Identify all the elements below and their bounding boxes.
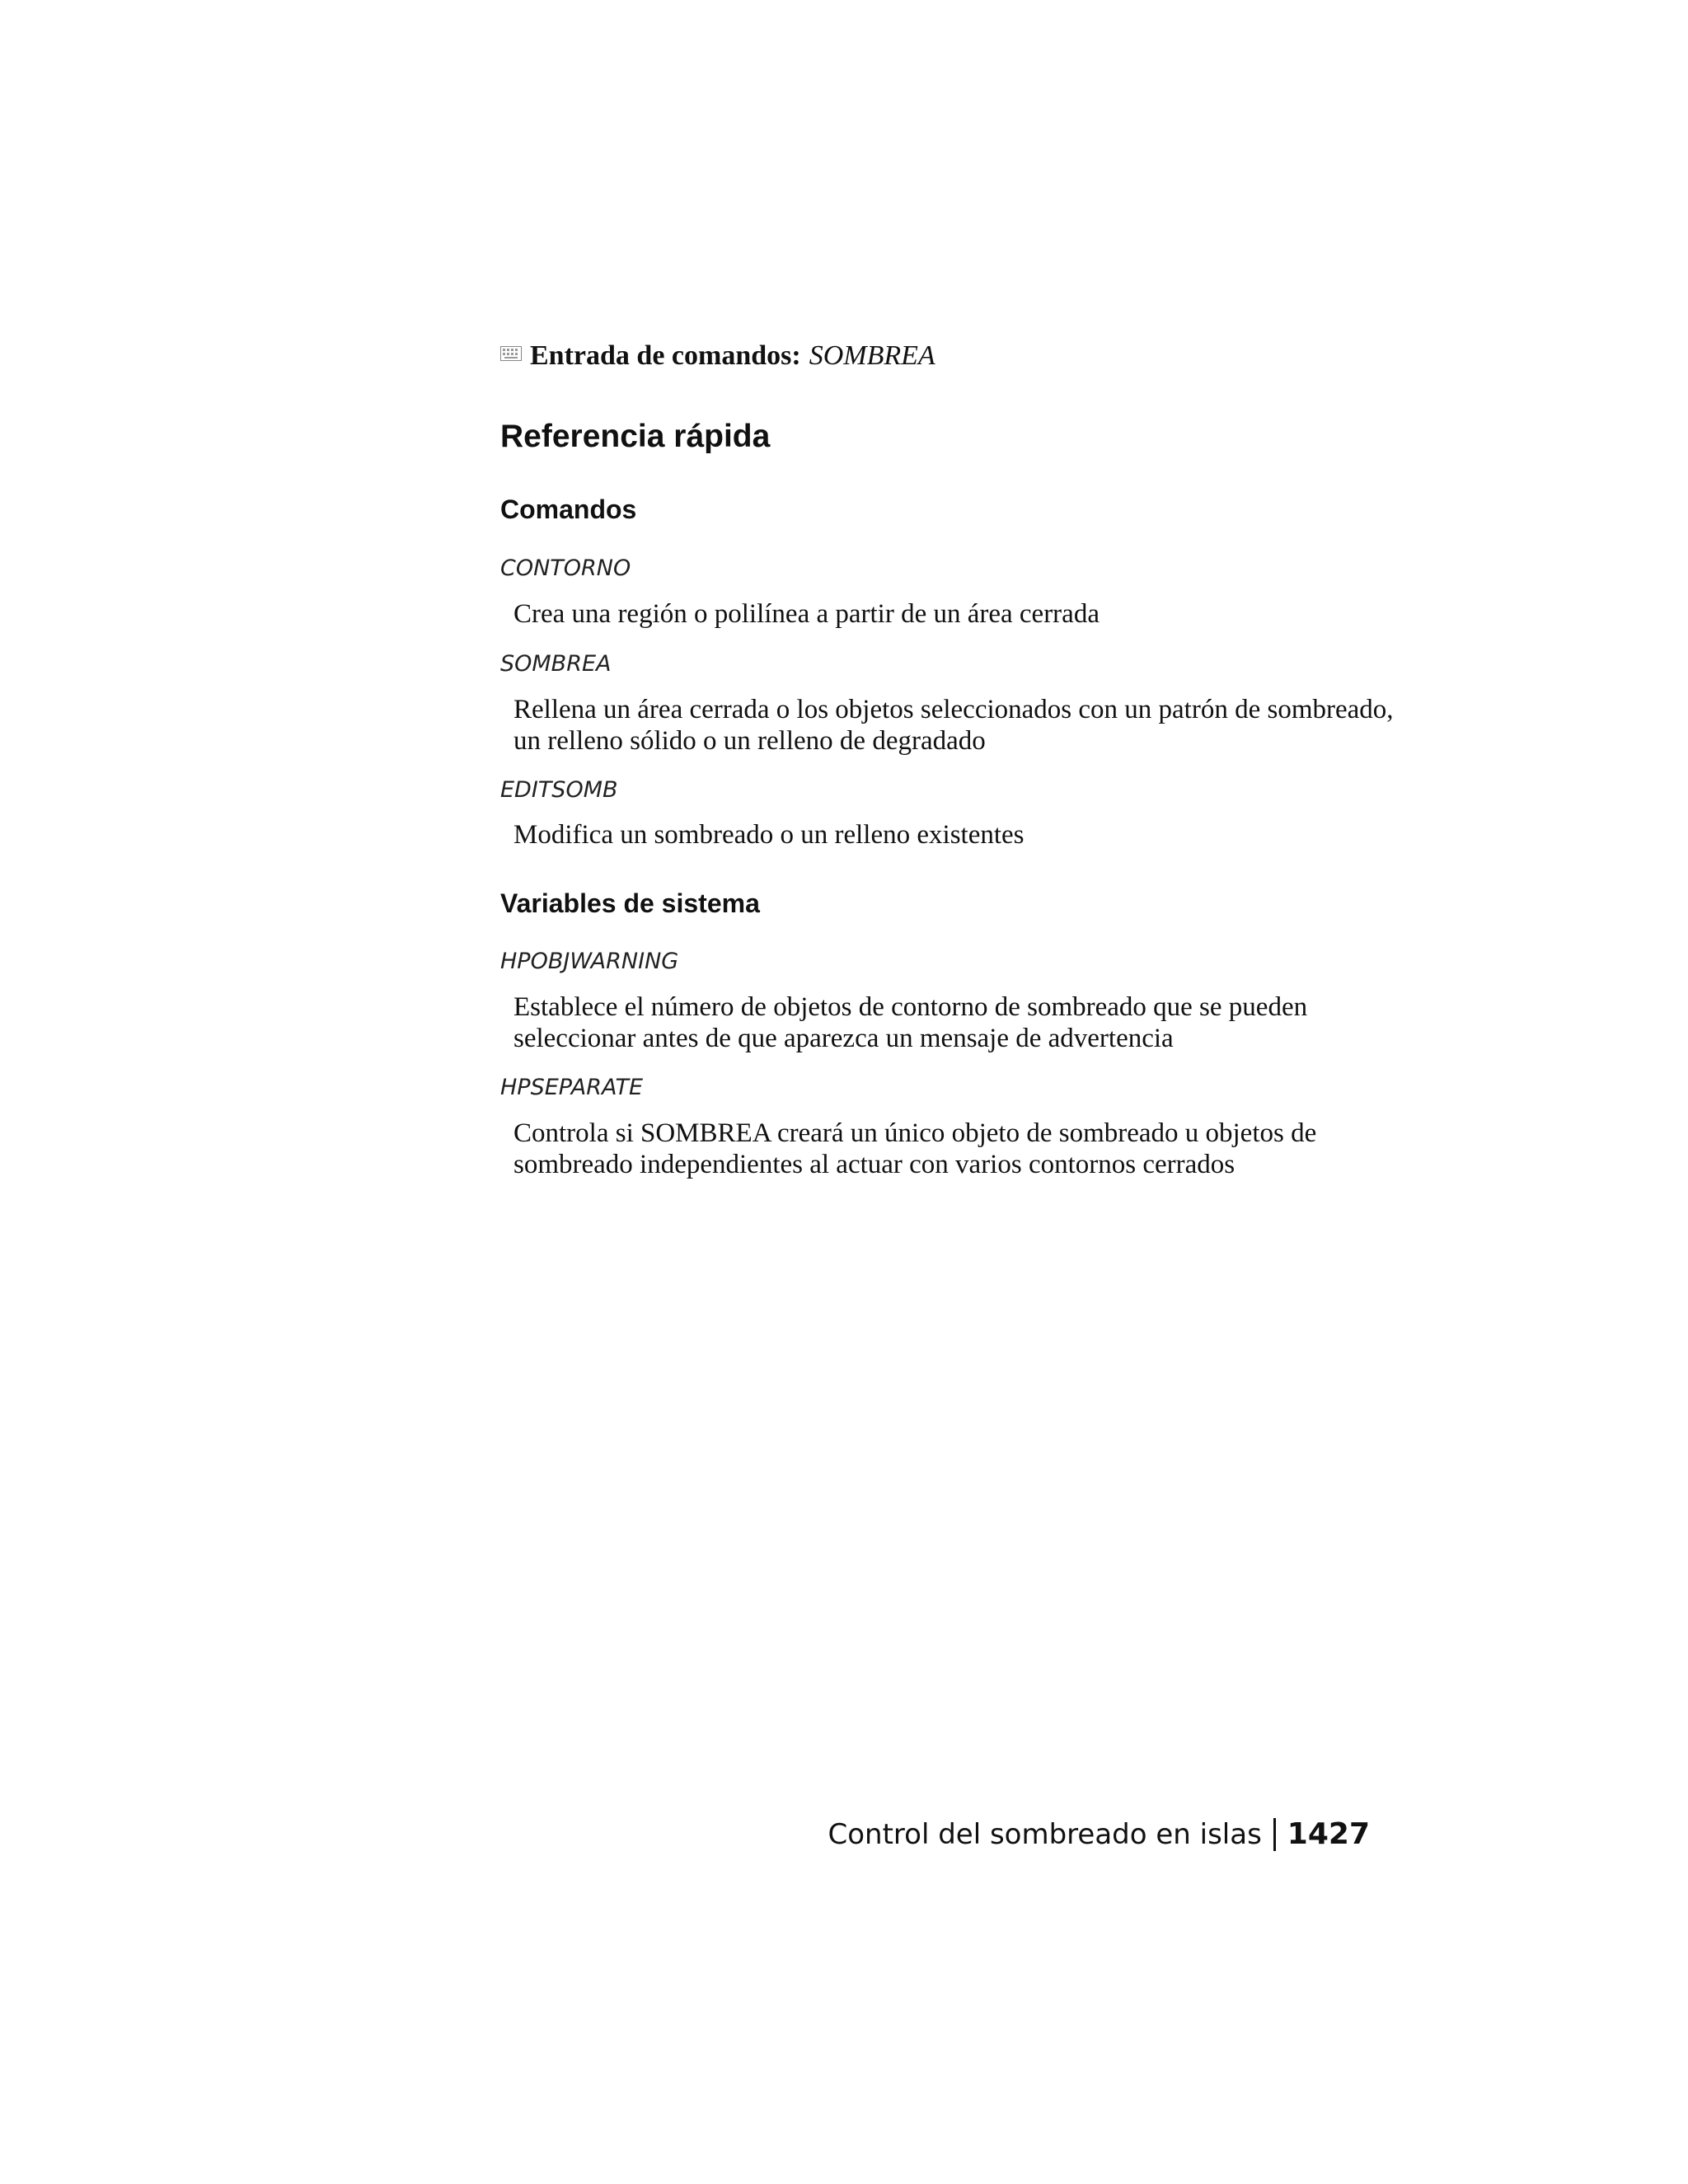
command-description: Crea una región o polilínea a partir de un área cerrada <box>513 599 1100 629</box>
page-content <box>500 336 1456 1179</box>
command-entry-label: Entrada de comandos: <box>530 340 801 371</box>
page-footer <box>828 1817 1371 1851</box>
footer-chapter-title: Control del sombreado en islas <box>828 1817 1262 1851</box>
command-term: SOMBREA <box>500 651 612 677</box>
variable-term: HPOBJWARNING <box>500 949 679 974</box>
command-term: CONTORNO <box>500 555 631 581</box>
command-entry-value: SOMBREA <box>809 340 935 371</box>
commands-heading: Comandos <box>500 494 637 524</box>
page-number: 1427 <box>1287 1817 1370 1851</box>
variable-term: HPSEPARATE <box>500 1075 644 1100</box>
command-entry <box>500 336 1456 376</box>
variable-description: Controla si SOMBREA creará un único objeto de sombreado u objetos de sombreado independientes al actuar con varios contornos cerrados <box>513 1118 1317 1179</box>
command-description: Rellena un área cerrada o los objetos seleccionados con un patrón de sombreado, un relleno sólido o un relleno de degradado <box>513 695 1394 756</box>
variable-description: Establece el número de objetos de contorno de sombreado que se pueden seleccionar antes de que aparezca un mensaje de advertencia <box>513 992 1308 1053</box>
keyboard-icon <box>500 346 522 361</box>
section-title: Referencia rápida <box>500 419 771 454</box>
command-description: Modifica un sombreado o un relleno existentes <box>513 820 1025 850</box>
command-term: EDITSOMB <box>500 777 618 803</box>
system-variables-heading: Variables de sistema <box>500 888 760 918</box>
footer-divider <box>1273 1818 1276 1851</box>
